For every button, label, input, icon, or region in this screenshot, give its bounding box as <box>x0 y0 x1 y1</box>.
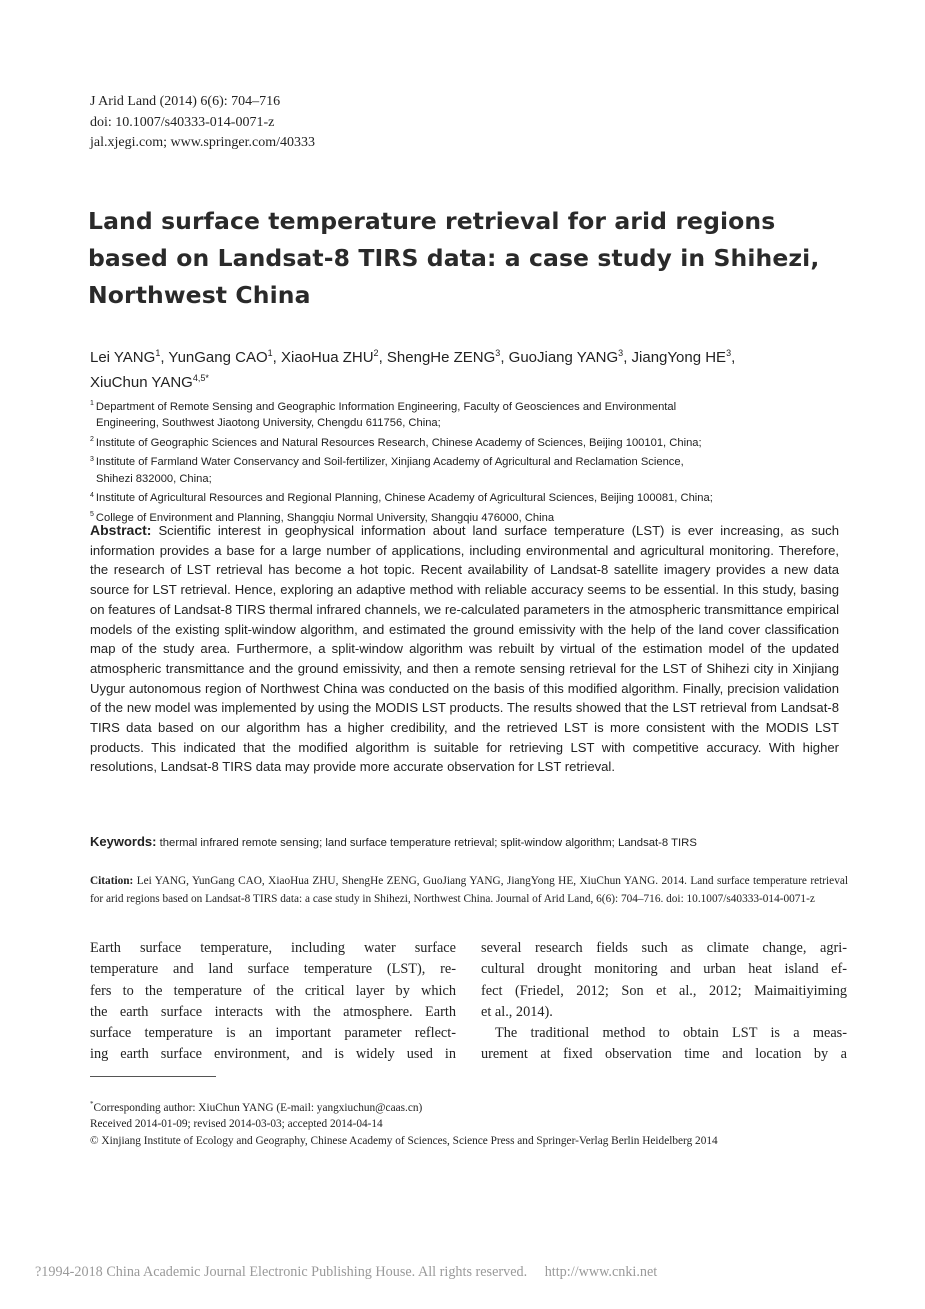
body-text-line: et al., 2014). <box>481 1003 553 1020</box>
journal-citation-line: J Arid Land (2014) 6(6): 704–716 <box>90 94 281 109</box>
watermark-text: ?1994-2018 China Academic Journal Electronic Publishing House. All rights reserved. <box>35 1264 528 1280</box>
affiliation-number: 1 <box>90 400 94 407</box>
affiliation-line <box>90 452 850 471</box>
author-affiliation-mark: 3 <box>618 348 624 358</box>
journal-website-line: jal.xjegi.com; www.springer.com/40333 <box>90 135 315 150</box>
body-text-line: fect (Friedel, 2012; Son et al., 2012; Maimaitiyiming <box>481 982 847 999</box>
body-text-line: ing earth surface environment, and is widely used in <box>90 1046 456 1063</box>
author-separator: , <box>731 349 736 366</box>
journal-info <box>90 92 315 154</box>
author-affiliation-mark: 3 <box>495 348 501 358</box>
keywords-label: Keywords: <box>90 834 157 849</box>
author-affiliation-mark: 3 <box>726 348 732 358</box>
author-separator: , <box>378 349 387 366</box>
affiliation-line <box>90 471 850 488</box>
author-name: ShengHe ZENG <box>386 349 496 366</box>
affiliation-line <box>90 415 850 432</box>
watermark-url[interactable]: http://www.cnki.net <box>544 1264 658 1280</box>
affiliation-number: 5 <box>90 511 94 519</box>
body-text-line: temperature and land surface temperature (LST), re- <box>90 961 456 978</box>
affiliation-text: Shihezi 832000, China; <box>96 473 212 486</box>
author-affiliation-mark: 4,5* <box>192 373 209 383</box>
author-list <box>90 343 850 393</box>
affiliation-number: 3 <box>90 455 94 463</box>
affiliation-text: College of Environment and Planning, Shangqiu Normal University, Shangqiu 476000, China <box>95 511 555 524</box>
author-name: XiuChun YANG <box>90 374 193 391</box>
author-separator: , <box>272 349 281 366</box>
body-text-line: urement at fixed observation time and location by a <box>481 1046 847 1063</box>
body-text-line: surface temperature is an important parameter reflect- <box>90 1025 456 1042</box>
paper-title: Land surface temperature retrieval for arid regions based on Landsat-8 TIRS data: a case study in Shihezi, Northwest China <box>88 207 820 309</box>
affiliation-text: Institute of Agricultural Resources and Regional Planning, Chinese Academy of Agricultural Sciences, Beijing 100081, China; <box>95 492 713 505</box>
affiliation-list <box>90 396 850 527</box>
corresponding-author-text: Corresponding author: XiuChun YANG (E-mail: yangxiuchun@caas.cn) <box>93 1101 423 1114</box>
body-text-line: cultural drought monitoring and urban heat island ef- <box>481 961 847 978</box>
affiliation-text: Department of Remote Sensing and Geographic Information Engineering, Faculty of Geosciences and Environmental <box>95 400 677 413</box>
footnotes <box>90 1096 850 1149</box>
doi-line: doi: 10.1007/s40333-014-0071-z <box>90 114 275 130</box>
author-affiliation-mark: 1 <box>155 348 161 358</box>
affiliation-line <box>90 488 850 507</box>
corresponding-author-note <box>90 1096 850 1116</box>
author-separator: , <box>623 349 632 366</box>
affiliation-text: Institute of Farmland Water Conservancy and Soil-fertilizer, Xinjiang Academy of Agricultural and Reclamation Science, <box>95 456 684 469</box>
body-text-line: several research fields such as climate change, agri- <box>481 940 847 956</box>
author-name: YunGang CAO <box>168 349 268 366</box>
received-dates: Received 2014-01-09; revised 2014-03-03; accepted 2014-04-14 <box>90 1118 383 1131</box>
body-text-line: the earth surface interacts with the atmosphere. Earth <box>90 1003 456 1020</box>
affiliation-line <box>90 432 850 451</box>
citation-text: Lei YANG, YunGang CAO, XiaoHua ZHU, ShengHe ZENG, GuoJiang YANG, JiangYong HE, XiuChun YANG. 2014. Land surface temperature retrieval for arid regions based on Landsat-8 TIRS data: a case study in Shihezi, Northwest China. Journal of Arid Land, 6(6): 704–716. doi: 10.1007/s40333-014-0071-z <box>90 875 848 905</box>
affiliation-number: 2 <box>90 436 94 444</box>
body-text-line: fers to the temperature of the critical layer by which <box>90 982 456 999</box>
abstract-text: Scientific interest in geophysical information about land surface temperature (LST) is ever increasing, as such information provides a base for a large number of applications, including environmental and agricultural monitoring. Therefore, the research of LST retrieval has become a hot topic. Recent availability of Landsat-8 satellite imagery provides a new data source for LST retrieval. Hence, exploring an adaptive method with reliable accuracy seems to be essential. In this study, basing on features of Landsat-8 TIRS thermal infrared channels, we re-calculated parameters in the atmospheric transmittance empirical models of the existing split-window algorithm, and estimated the ground emissivity with the help of the land cover classification map of the study area. Furthermore, a split-window algorithm was rebuilt by virtual of the estimation model of the updated atmospheric transmittance and the ground emissivity, and then a remote sensing retrieval for the LST of Shihezi city in Xinjiang Uygur autonomous region of Northwest China was conducted on the basis of this modified algorithm. Finally, precision validation of the new model was implemented by using the MODIS LST products. The results showed that the LST retrieval from Landsat-8 TIRS data based on our algorithm has a higher credibility, and the retrieved LST is more consistent with the MODIS LST products. This indicated that the modified algorithm is suitable for retrieving LST with competitive accuracy. With higher resolutions, Landsat-8 TIRS data may provide more accurate observation for LST retrieval. <box>90 523 840 775</box>
author-name: GuoJiang YANG <box>508 349 619 366</box>
cnki-watermark <box>35 1264 890 1281</box>
keywords-text: thermal infrared remote sensing; land surface temperature retrieval; split-window algorithm; Landsat-8 TIRS <box>159 837 697 849</box>
affiliation-text: Institute of Geographic Sciences and Natural Resources Research, Chinese Academy of Sciences, Beijing 100101, China; <box>95 436 702 449</box>
abstract-label: Abstract: <box>90 522 152 538</box>
body-column-left <box>90 938 456 1066</box>
affiliation-line <box>90 396 850 415</box>
author-name: Lei YANG <box>90 349 156 366</box>
citation-label: Citation: <box>90 875 134 887</box>
footnote-divider <box>90 1076 216 1077</box>
author-separator: , <box>160 349 169 366</box>
corresponding-mark: * <box>90 1100 94 1108</box>
copyright-notice: © Xinjiang Institute of Ecology and Geography, Chinese Academy of Sciences, Science Press and Springer-Verlag Berlin Heidelberg 2014 <box>90 1134 718 1147</box>
abstract <box>90 521 839 777</box>
body-text-line: The traditional method to obtain LST is a meas- <box>495 1025 847 1042</box>
author-affiliation-mark: 2 <box>373 348 379 358</box>
author-affiliation-mark: 1 <box>267 348 273 358</box>
author-separator: , <box>500 349 509 366</box>
author-name: XiaoHua ZHU <box>281 349 374 366</box>
body-text-line: Earth surface temperature, including water surface <box>90 940 456 956</box>
affiliation-text: Engineering, Southwest Jiaotong University, Chengdu 611756, China; <box>96 417 441 430</box>
citation <box>90 872 848 908</box>
author-name: JiangYong HE <box>631 349 727 366</box>
body-column-right <box>481 938 847 1066</box>
affiliation-number: 4 <box>90 491 94 499</box>
keywords <box>90 834 850 849</box>
